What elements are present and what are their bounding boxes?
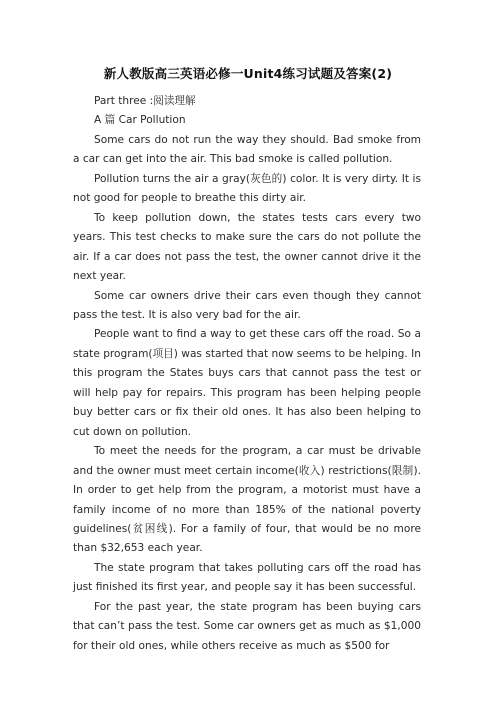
paragraph: To keep pollution down, the states tests cars every two years. This test checks to make sure the cars do not pollute the air. If a car does not pass the test, the owner cannot drive it the next year. [73,211,421,283]
paragraph: Pollution turns the air a gray(灰色的) color. It is very dirty. It is not good for people to breathe this dirty air. [73,172,421,205]
paragraph: Some cars do not run the way they should. Bad smoke from a car can get into the air. This bad smoke is called pollution. [73,133,421,166]
passage-title: A 篇 Car Pollution [94,114,186,127]
section-heading: Part three :阅读理解 [94,95,196,107]
document-title: 新人教版高三英语必修一Unit4练习试题及答案(2) [103,66,393,81]
paragraph: The state program that takes polluting cars off the road has just finished its first year, and people say it has been successful. [73,561,421,594]
paragraph: Some car owners drive their cars even though they cannot pass the test. It is also very bad for the air. [73,289,421,321]
paragraph: To meet the needs for the program, a car must be drivable and the owner must meet certain income(收入) restrictions(限制). In order to get help from the program, a motorist must have a family income of no more than 185% of the national poverty guidelines(贫困线). For a family of four, that would be no more than $32,653 each year. [73,445,421,555]
paragraph: For the past year, the state program has been buying cars that can’t pass the test. Some car owners get as much as $1,000 for their old ones, while others receive as much as $500 for [73,600,421,652]
paragraph: People want to find a way to get these cars off the road. So a state program(项目) was started that now seems to be helping. In this program the States buys cars that cannot pass the test or will help pay for repairs. This program has been helping people buy better cars or fix their old ones. It has also been helping to cut down on pollution. [73,328,421,438]
document-body [73,92,421,656]
